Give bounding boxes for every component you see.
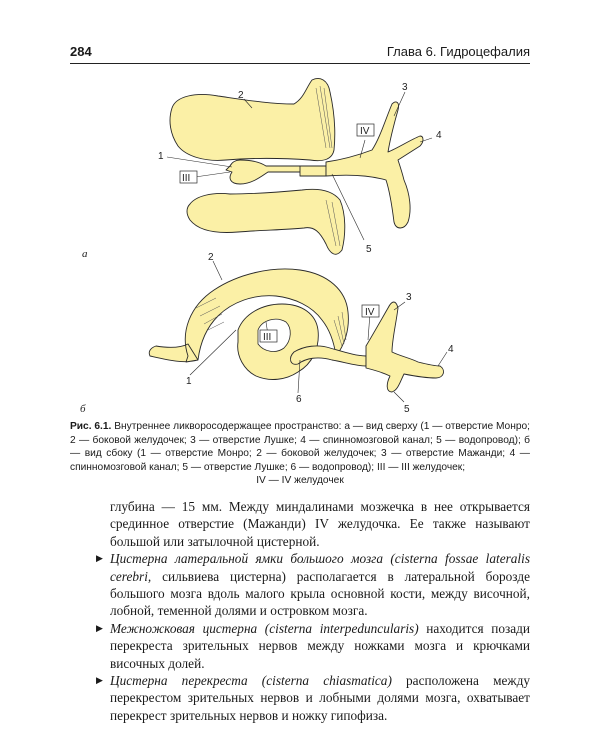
bullet-triangle-icon: ▶ xyxy=(96,675,103,686)
item-text: сильвиева цистерна) располагается в латеральной борозде большого мозга вдоль малого крыла основной кости, между височной, лобной, теменной долями и островком мозга. xyxy=(110,568,530,619)
item-text: находится позади перекреста зрительных нервов между ножками мозга и крючками височных долей. xyxy=(110,620,530,671)
label-a-2: 2 xyxy=(238,90,244,101)
figure-caption xyxy=(70,420,530,488)
label-a-5: 5 xyxy=(366,244,372,255)
intro-paragraph: глубина — 15 мм. Между миндалинами мозжечка в нее открывается срединное отверстие (Мажанди) IV желудочка. Ее также называют большой или затылочной цистерной. xyxy=(110,499,530,549)
panel-b-label: б xyxy=(80,403,86,415)
label-b-iv: IV xyxy=(365,307,375,318)
bullet-triangle-icon: ▶ xyxy=(96,622,103,633)
item-text: расположена между перекрестом зрительных нервов и лобными долями мозга, охватывает перекрест зрительных нервов и ножку гипофиза. xyxy=(110,673,530,723)
list-item xyxy=(96,550,530,620)
label-a-iv: IV xyxy=(360,126,370,137)
label-b-3: 3 xyxy=(406,292,412,303)
item-term: Межножковая цистерна (cisterna interpeduncularis) xyxy=(110,620,419,636)
aqueduct-top xyxy=(300,166,326,176)
third-ventricle-top xyxy=(226,160,305,184)
lateral-ventricle-upper xyxy=(170,79,335,161)
caption-last-line: IV — IV желудочек xyxy=(256,475,344,486)
panel-a-label: а xyxy=(82,248,88,260)
bullet-triangle-icon: ▶ xyxy=(96,553,103,564)
item-term: Цистерна перекреста (cisterna chiasmatica) xyxy=(110,673,392,689)
label-b-1: 1 xyxy=(186,376,192,387)
label-a-3: 3 xyxy=(402,82,408,93)
label-b-4: 4 xyxy=(448,344,454,355)
chapter-title: Глава 6. Гидроцефалия xyxy=(386,44,530,59)
list-item xyxy=(96,672,530,724)
label-a-4: 4 xyxy=(436,130,442,141)
label-b-6: 6 xyxy=(296,394,302,405)
page-number: 284 xyxy=(70,44,92,59)
label-a-iii: III xyxy=(182,173,191,184)
item-term: Цистерна латеральной ямки большого мозга (cisterna fossae lateralis cerebri, xyxy=(110,551,530,584)
label-b-5: 5 xyxy=(404,404,410,415)
label-b-iii: III xyxy=(263,332,272,343)
body-text xyxy=(96,498,530,724)
caption-lead: Рис. 6.1. xyxy=(70,421,112,432)
label-b-2: 2 xyxy=(208,252,214,263)
list-item xyxy=(96,620,530,672)
label-a-1: 1 xyxy=(158,151,164,162)
lateral-ventricle-lower xyxy=(187,189,345,254)
caption-text: Внутреннее ликворосодержащее пространство: а — вид сверху (1 — отверстие Монро; 2 — боковой желудочек; 3 — отверстие Лушке; 4 — спинномозговой канал; 5 — водопровод); б — вид сбоку (1 — отверстие Монро; 2 — боковой желудочек; 3 — отверстие Мажанди; 4 — спинномозговой канал; 5 — отверстие Лушке; 6 — водопровод); III — III желудочек; xyxy=(70,421,530,473)
